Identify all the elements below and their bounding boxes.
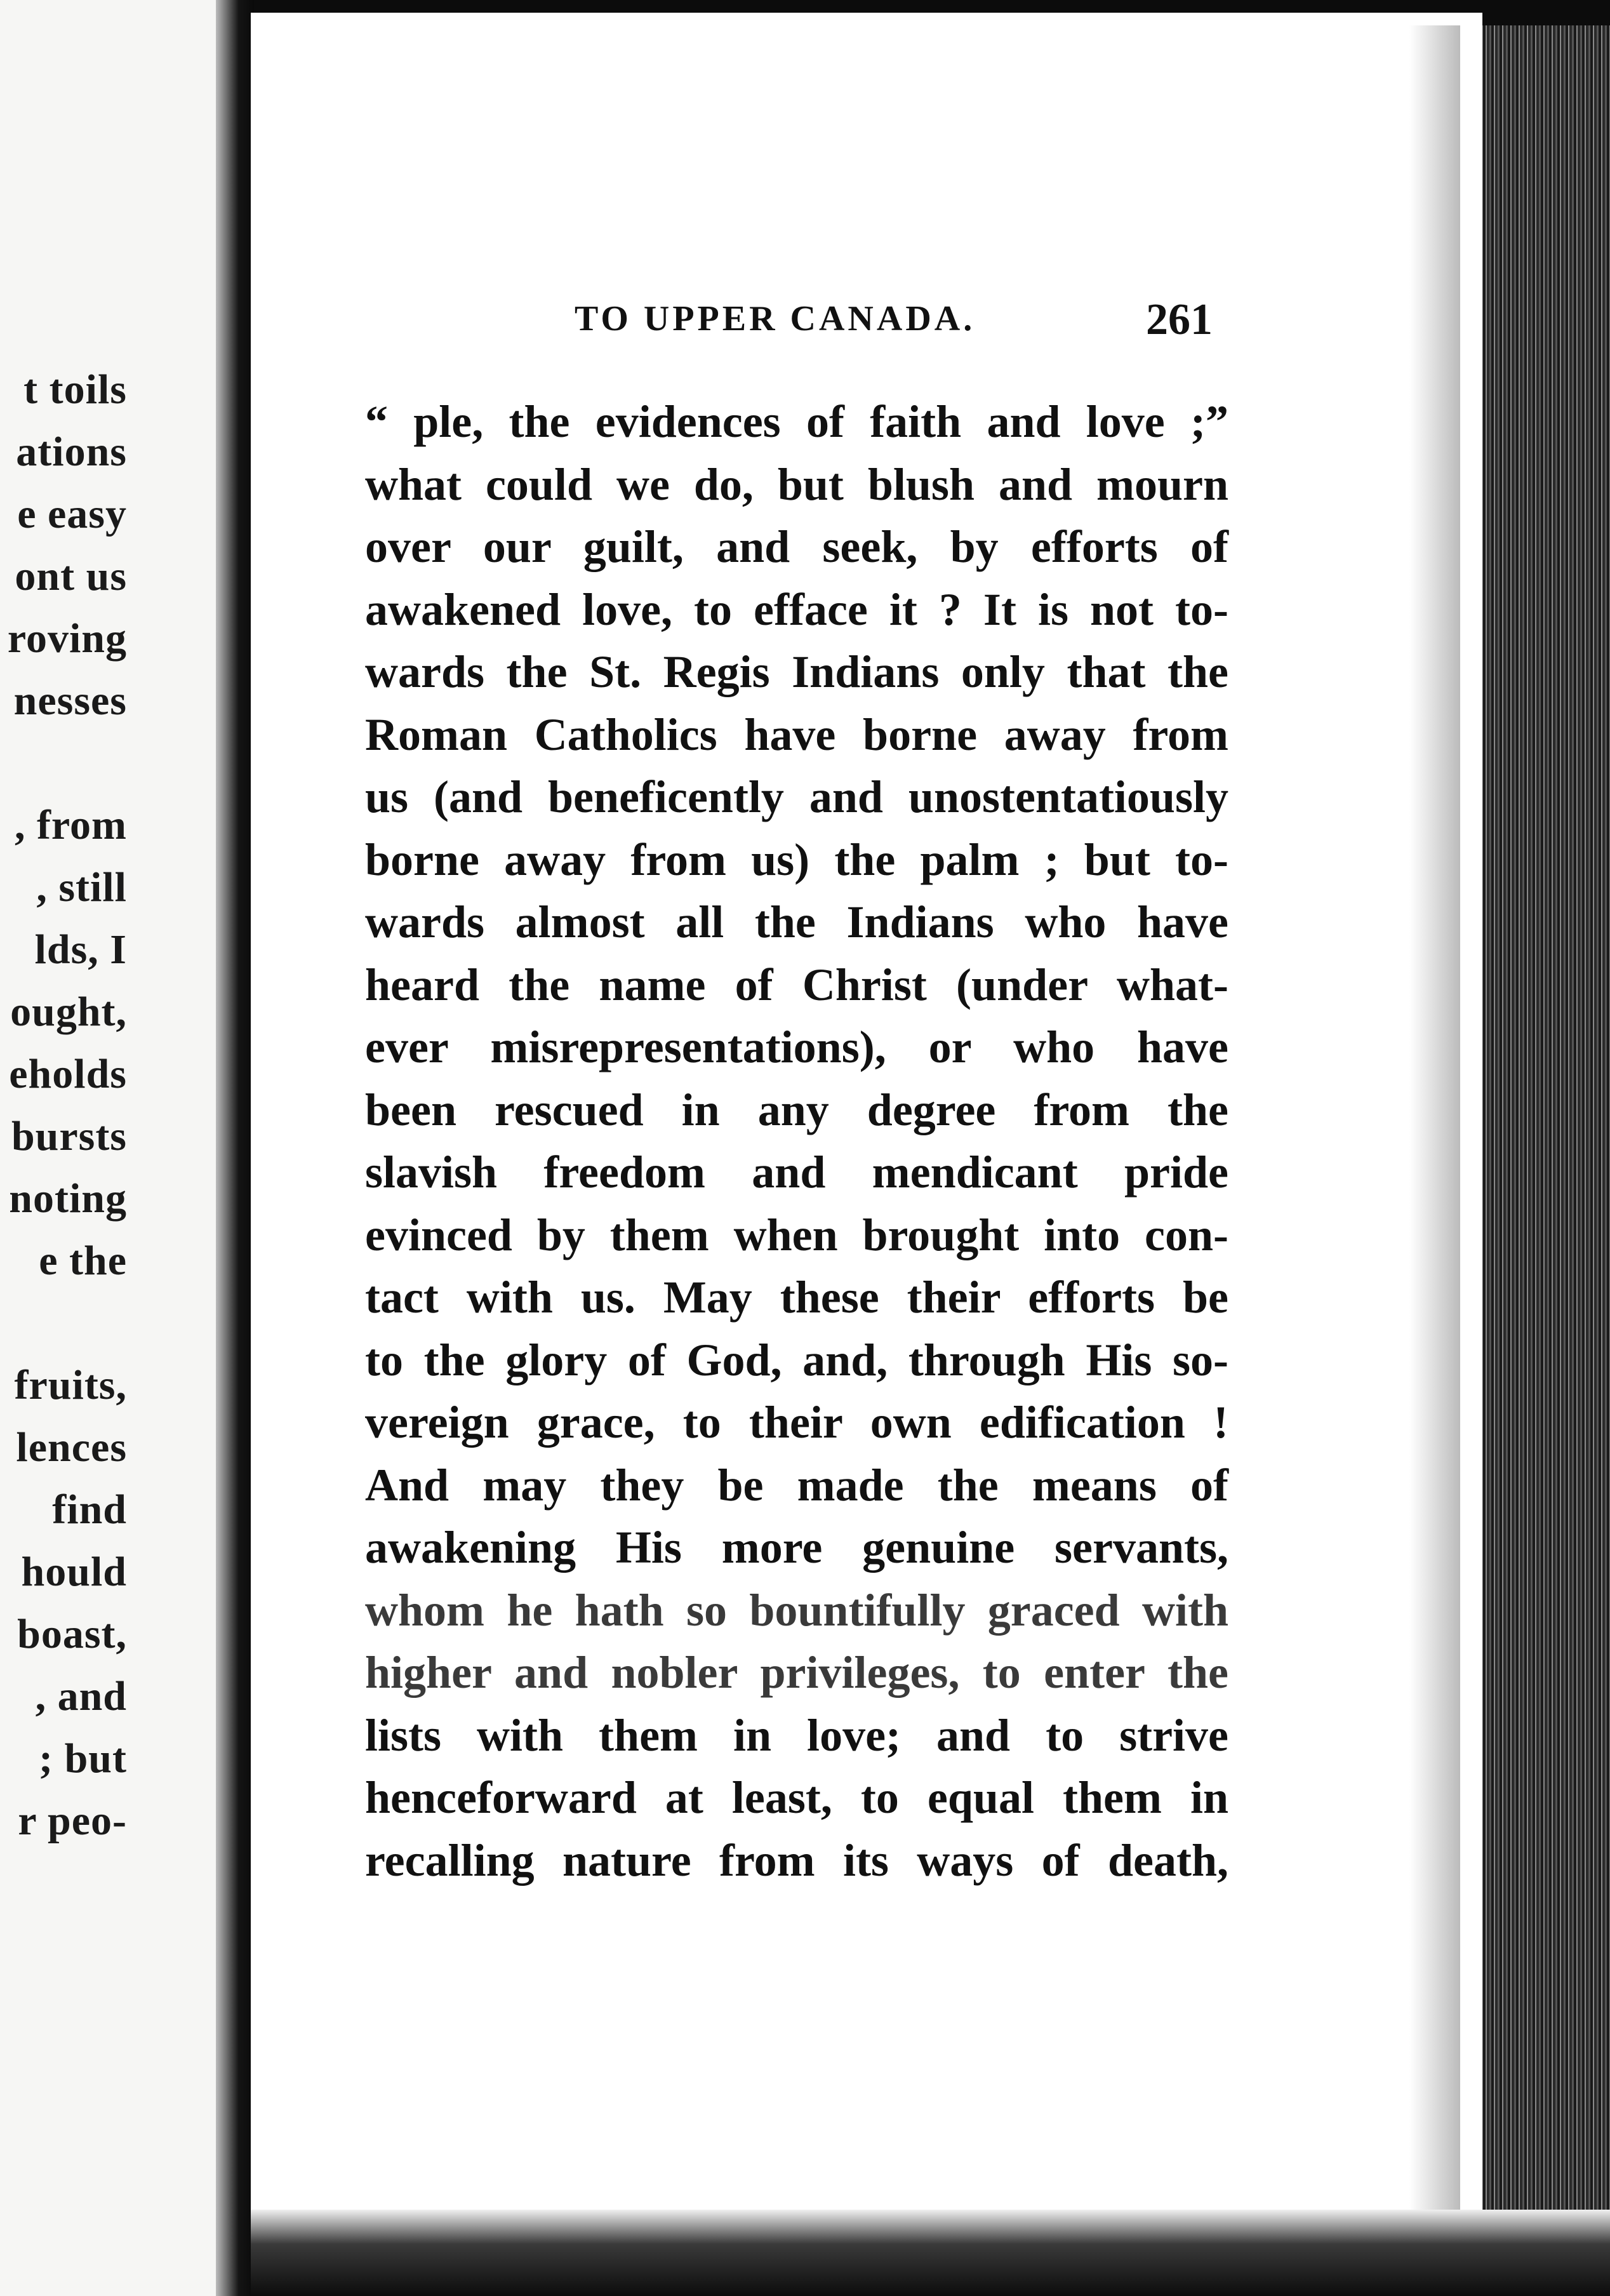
left-page-text-fragments: [0, 359, 127, 1852]
text-line: And may they be made the means of: [365, 1459, 1228, 1511]
text-line: slavish freedom and mendicant pride: [365, 1147, 1228, 1198]
left-fragment-line: nesses: [13, 677, 127, 724]
left-fragment-line: e easy: [17, 491, 127, 537]
left-fragment-line: t toils: [23, 366, 127, 413]
left-fragment-line: ; but: [39, 1735, 127, 1782]
left-fragment-line: , from: [14, 802, 127, 848]
left-fragment-line: r peo-: [18, 1798, 127, 1844]
page-edge-shadow: [1409, 25, 1460, 2273]
text-line: borne away from us) the palm ; but to-: [365, 834, 1228, 885]
text-line: us (and beneficently and unostentatiously: [365, 771, 1228, 822]
left-fragment-line: lences: [16, 1424, 127, 1471]
text-line: evinced by them when brought into con-: [365, 1209, 1228, 1260]
left-fragment-line: eholds: [9, 1051, 127, 1097]
text-line: henceforward at least, to equal them in: [365, 1772, 1228, 1823]
text-line: heard the name of Christ (under what-: [365, 959, 1228, 1010]
text-line: over our guilt, and seek, by efforts of: [365, 521, 1228, 572]
left-fragment-line: fruits,: [14, 1362, 127, 1408]
left-fragment-line: ont us: [15, 553, 127, 599]
running-head-title: TO UPPER CANADA.: [575, 299, 976, 338]
text-line: lists with them in love; and to strive: [365, 1709, 1228, 1761]
left-fragment-line: ought,: [10, 989, 127, 1035]
left-fragment-line: hould: [21, 1549, 127, 1595]
text-line: higher and nobler privileges, to enter the: [365, 1647, 1228, 1698]
bottom-shadow: [251, 2210, 1610, 2296]
left-fragment-line: ations: [16, 429, 127, 475]
text-line: recalling nature from its ways of death,: [365, 1834, 1228, 1886]
text-line: whom he hath so bountifully graced with: [365, 1584, 1228, 1636]
text-line: “ ple, the evidences of faith and love ;”: [365, 396, 1228, 447]
text-line: Roman Catholics have borne away from: [365, 709, 1228, 760]
text-line: tact with us. May these their efforts be: [365, 1272, 1228, 1323]
left-fragment-line: roving: [7, 615, 127, 662]
left-fragment-line: bursts: [11, 1113, 127, 1159]
text-line: awakening His more genuine servants,: [365, 1522, 1228, 1573]
running-head: [575, 295, 1213, 349]
text-line: ever misrepresentations), or who have: [365, 1022, 1228, 1072]
page-number: 261: [1146, 295, 1213, 344]
body-text: [365, 390, 1228, 1892]
left-fragment-line: , and: [35, 1673, 127, 1719]
left-fragment-line: [0, 732, 127, 794]
book-gutter: [216, 0, 254, 2296]
text-line: vereign grace, to their own edification !: [365, 1397, 1228, 1448]
text-line: to the glory of God, and, through His so-: [365, 1334, 1228, 1385]
left-fragment-line: lds, I: [34, 926, 127, 973]
text-line: wards almost all the Indians who have: [365, 897, 1228, 947]
text-line: what could we do, but blush and mourn: [365, 458, 1228, 510]
left-facing-page: [0, 0, 225, 2296]
left-fragment-line: [0, 1292, 127, 1354]
left-fragment-line: noting: [9, 1175, 127, 1222]
left-fragment-line: , still: [36, 864, 127, 911]
left-fragment-line: boast,: [17, 1611, 127, 1657]
left-fragment-line: e the: [39, 1238, 127, 1284]
text-line: been rescued in any degree from the: [365, 1084, 1228, 1135]
text-line: wards the St. Regis Indians only that the: [365, 646, 1228, 697]
left-fragment-line: find: [52, 1486, 127, 1533]
text-line: awakened love, to efface it ? It is not to-: [365, 584, 1228, 635]
